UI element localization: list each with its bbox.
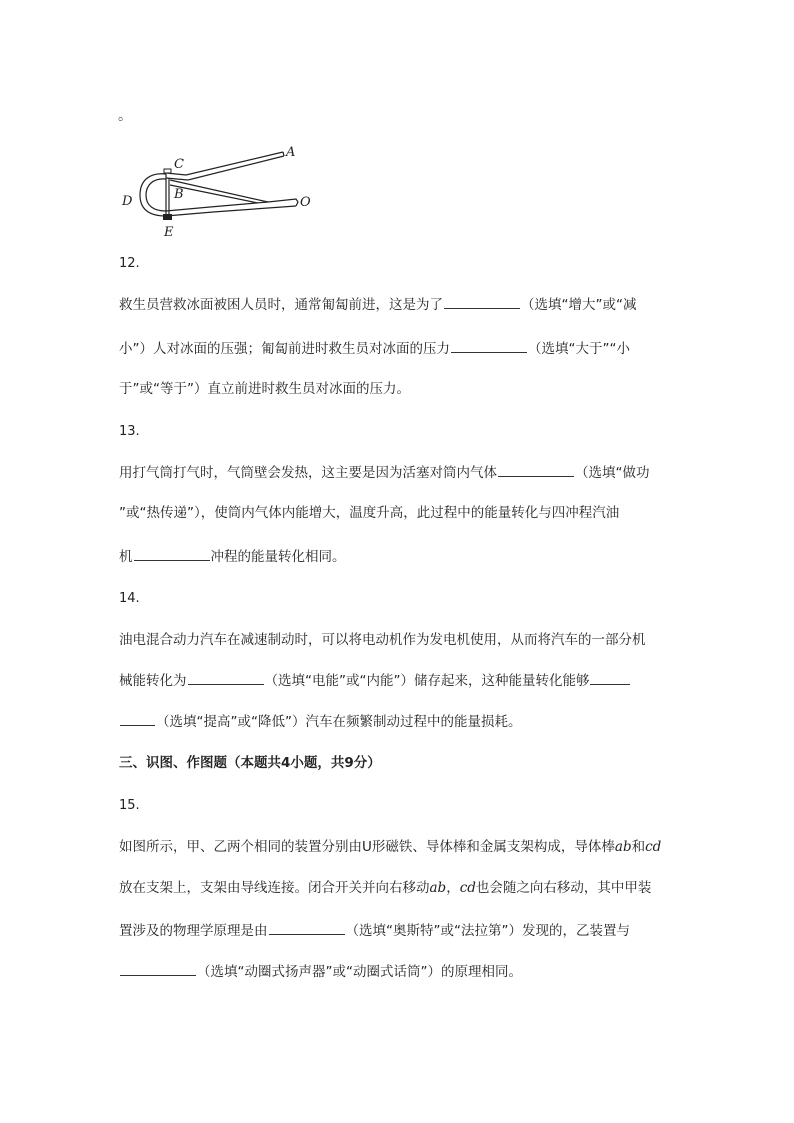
label-c: C: [174, 157, 184, 172]
question-13-line-3: 机 冲程的能量转化相同。: [119, 546, 346, 567]
answer-blank-15-1[interactable]: [269, 920, 345, 935]
question-12-number: 12.: [119, 256, 140, 271]
question-15-line-4: （选填“动圈式扬声器”或“动圈式话筒”）的原理相同。: [119, 961, 522, 982]
lower-arm: [166, 206, 296, 216]
question-15-number: 15.: [119, 798, 140, 813]
question-12-line-2: 小”）人对冰面的压强；匍匐前进时救生员对冰面的压力 （选填“大于”“小: [119, 338, 630, 359]
question-14-line-1: 油电混合动力汽车在减速制动时，可以将电动机作为发电机使用，从而将汽车的一部分机: [119, 632, 646, 648]
label-o: O: [300, 195, 311, 210]
question-14-line-3: （选填“提高”或“降低”）汽车在频繁制动过程中的能量损耗。: [119, 711, 521, 732]
question-14-number: 14.: [119, 591, 140, 606]
answer-blank-12-1[interactable]: [444, 294, 520, 309]
answer-blank-14-2b[interactable]: [120, 711, 155, 726]
inner-loop: [146, 179, 166, 211]
answer-blank-14-2a[interactable]: [590, 670, 630, 685]
label-d: D: [122, 194, 133, 209]
question-14-line-2: 械能转化为 （选填“电能”或“内能”）储存起来，这种能量转化能够: [119, 670, 631, 691]
answer-blank-14-1[interactable]: [188, 670, 264, 685]
lever-diagram: [118, 140, 318, 240]
question-13-line-1: 用打气筒打气时，气筒壁会发热，这主要是因为活塞对筒内气体 （选填“做功: [119, 462, 650, 483]
question-13-line-2: ”或“热传递”），使筒内气体内能增大，温度升高，此过程中的能量转化与四冲程汽油: [119, 505, 620, 521]
question-15-line-2: 放在支架上，支架由导线连接。闭合开关并向右移动ab，cd也会随之向右移动，其中甲装: [119, 880, 652, 896]
label-a: A: [286, 145, 296, 160]
question-15-line-3: 置涉及的物理学原理是由 （选填“奥斯特”或“法拉第”）发现的，乙装置与: [119, 920, 630, 941]
question-15-line-1: 如图所示，甲、乙两个相同的装置分别由U形磁铁、导体棒和金属支架构成，导体棒ab和cd: [119, 839, 662, 855]
answer-blank-13-1[interactable]: [498, 462, 574, 477]
inner-strap: [170, 180, 268, 202]
question-12-line-3: 于”或“等于”）直立前进时救生员对冰面的压力。: [119, 381, 410, 397]
label-e: E: [164, 225, 174, 240]
outer-loop: [140, 174, 166, 216]
question-13-number: 13.: [119, 424, 140, 439]
top-punctuation: 。: [118, 108, 132, 124]
answer-blank-13-2[interactable]: [134, 546, 210, 561]
question-12-line-1: 救生员营救冰面被困人员时，通常匍匐前进，这是为了 （选填“增大”或“减: [119, 294, 636, 315]
answer-blank-15-2[interactable]: [120, 961, 196, 976]
label-b: B: [174, 187, 184, 202]
section-3-title: 三、识图、作图题（本题共4小题，共9分）: [119, 755, 381, 771]
answer-blank-12-2[interactable]: [451, 338, 527, 353]
